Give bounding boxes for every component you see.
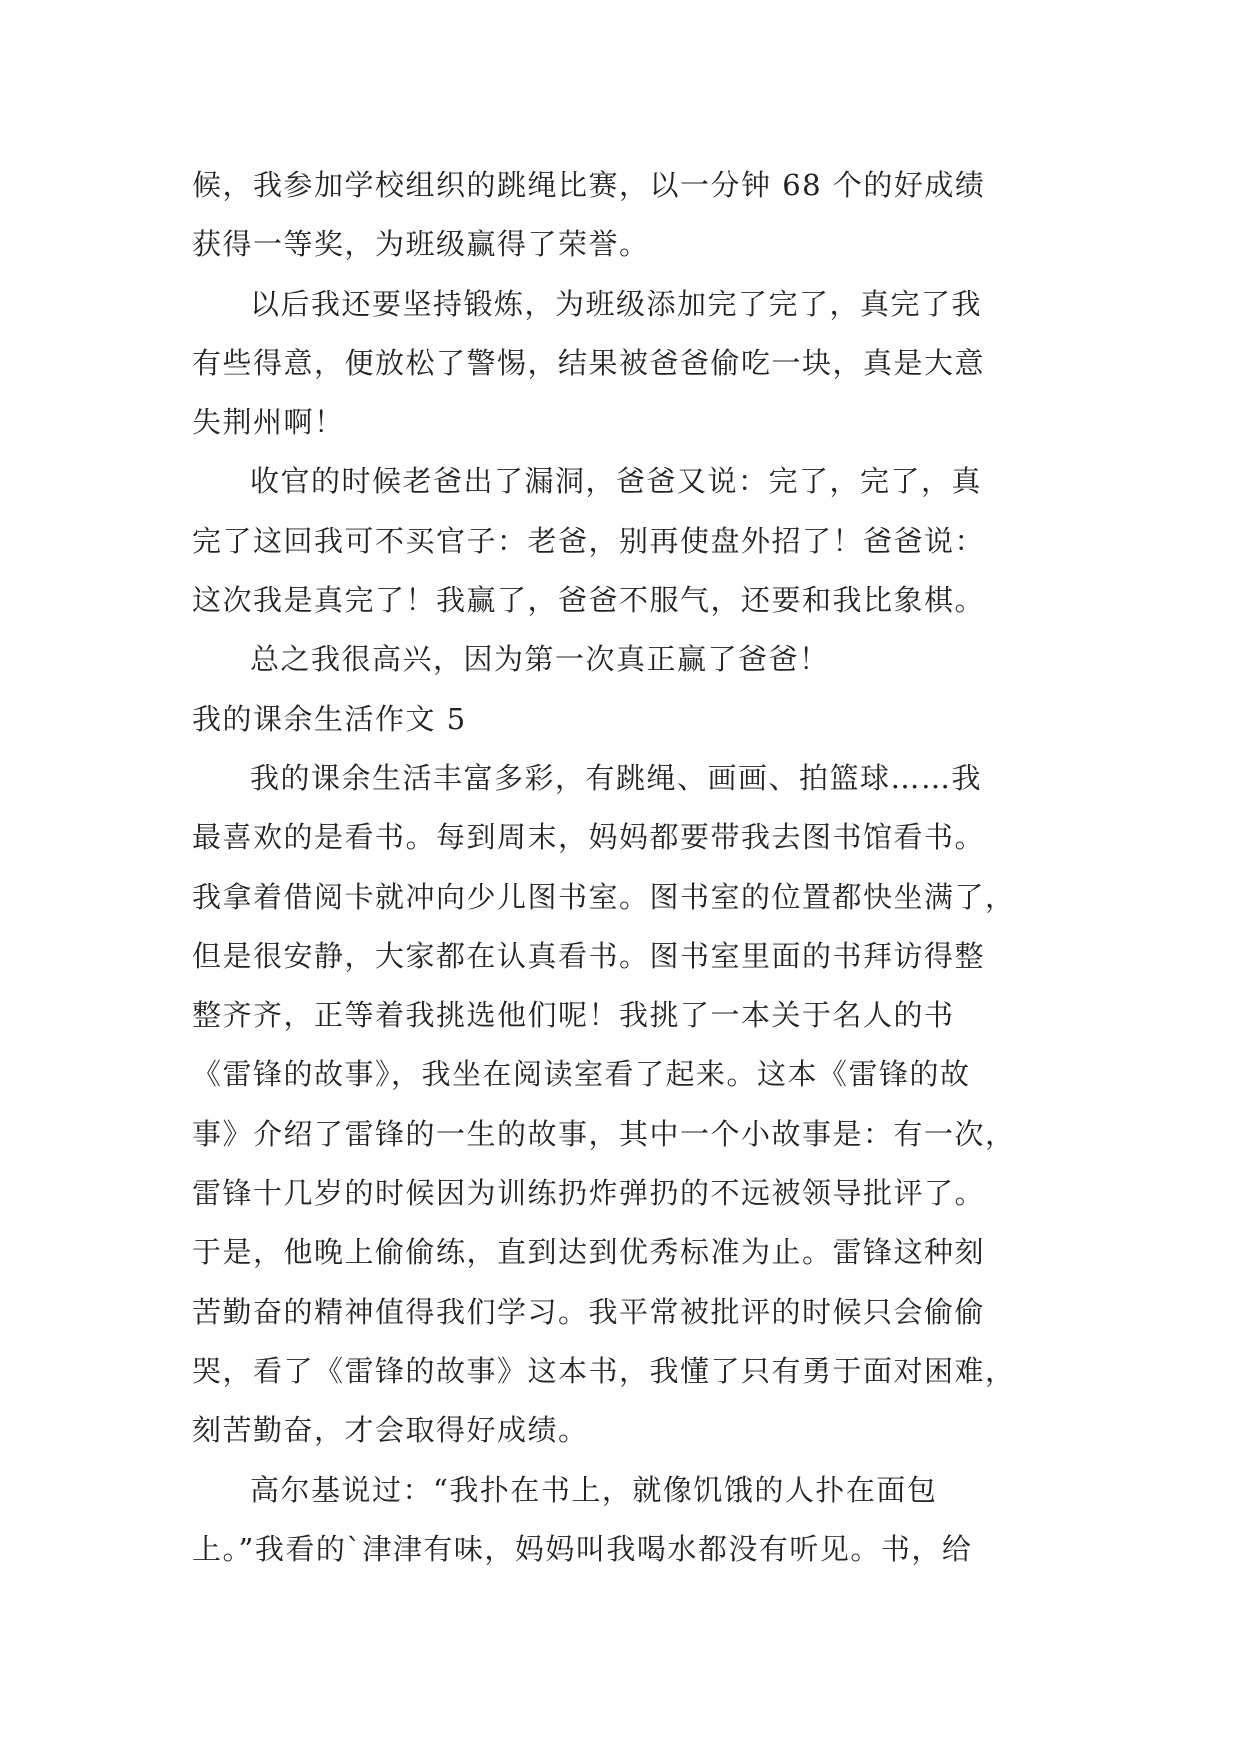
paragraph-jump-rope: 候，我参加学校组织的跳绳比赛，以一分钟 68 个的好成绩 获得一等奖，为班级赢得了荣誉。: [192, 168, 986, 262]
paragraph-conclusion: 总之我很高兴，因为第一次真正赢了爸爸！: [250, 642, 830, 677]
paragraph-gorky-quote: 高尔基说过：“我扑在书上，就像饥饿的人扑在面包 上。”我看的`津津有味，妈妈叫我喝水都没有听见。书，给: [192, 1472, 973, 1566]
paragraph-reading: 我的课余生活丰富多彩，有跳绳、画画、拍篮球……我 最喜欢的是看书。每到周末，妈妈都要带我去图书馆看书。 我拿着借阅卡就冲向少儿图书室。图书室的位置都快坐满了， 但是很安静，大家都在认真看书。图书室里面的书拜访得整 整齐齐，正等着我挑选他们呢！我挑了一本关于名人的书 《雷锋的故事》，我坐在阅读室看了起来。这本《雷锋的故 事》介绍了雷锋的一生的故事，其中一个小故事是：有一次， 雷锋十几岁的时候因为训练扔炸弹扔的不远被领导批评了。 于是，他晚上偷偷练，直到达到优秀标准为止。雷锋这种刻 苦勤奋的精神值得我们学习。我平常被批评的时候只会偷偷 哭，看了《雷锋的故事》这本书，我懂了只有勇于面对困难， 刻苦勤奋，才会取得好成绩。: [192, 760, 1016, 1448]
paragraph-endgame: 收官的时候老爸出了漏洞，爸爸又说：完了，完了，真 完了这回我可不买官子：老爸，别再使盘外招了！爸爸说： 这次我是真完了！我赢了，爸爸不服气，还要和我比象棋。: [192, 464, 986, 618]
document-body: [192, 156, 1052, 1579]
paragraph-exercise: 以后我还要坚持锻炼，为班级添加完了完了，真完了我 有些得意，便放松了警惕，结果被爸爸偷吃一块，真是大意 失荆州啊！: [192, 286, 986, 440]
essay-heading: 我的课余生活作文 5: [192, 701, 467, 736]
